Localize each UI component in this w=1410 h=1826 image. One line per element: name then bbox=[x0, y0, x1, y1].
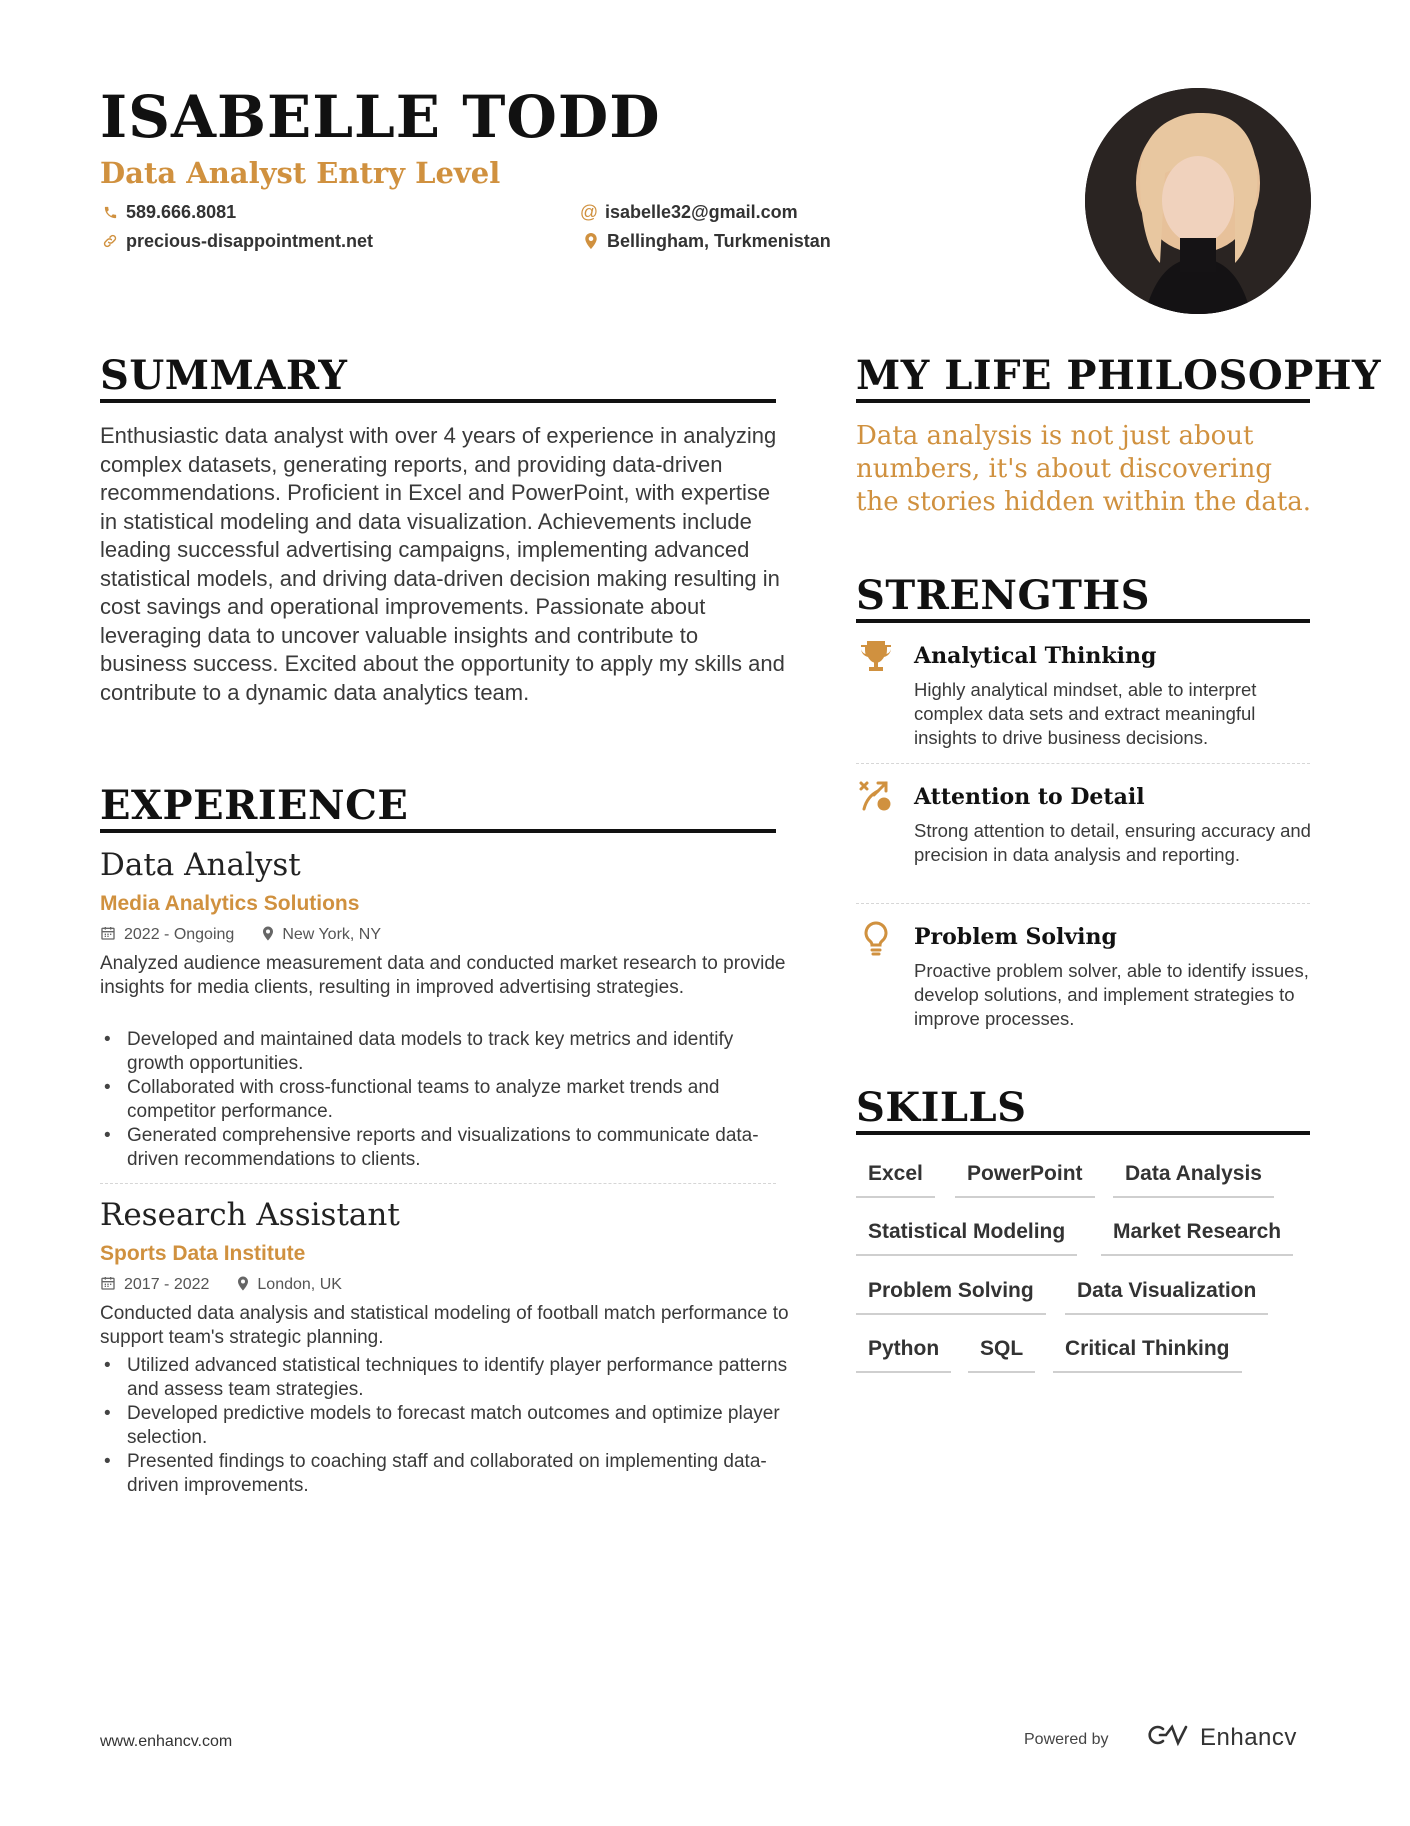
strength-description: Proactive problem solver, able to identify issues, develop solutions, and implement strategies to improve processes. bbox=[914, 960, 1309, 1029]
skill-tag: PowerPoint bbox=[955, 1163, 1095, 1198]
strength-divider bbox=[856, 763, 1310, 764]
job-dates: 2017 - 2022 bbox=[124, 1276, 210, 1293]
contact-location bbox=[583, 232, 831, 250]
job-location: New York, NY bbox=[282, 926, 382, 943]
candidate-role: Data Analyst Entry Level bbox=[100, 156, 501, 190]
skill-tag: Statistical Modeling bbox=[856, 1221, 1077, 1256]
summary-heading: SUMMARY bbox=[100, 352, 348, 399]
list-item: • Collaborated with cross-functional teams to analyze market trends and competitor performance. bbox=[100, 1076, 790, 1124]
strengths-heading: STRENGTHS bbox=[856, 572, 1151, 619]
job-dates: 2022 - Ongoing bbox=[124, 926, 235, 943]
skill-tag: Python bbox=[856, 1338, 951, 1373]
list-item: • Presented findings to coaching staff and collaborated on implementing data-driven improvements. bbox=[100, 1450, 790, 1498]
philosophy-heading: MY LIFE PHILOSOPHY bbox=[856, 352, 1382, 399]
skills-rule bbox=[856, 1131, 1310, 1135]
contact-phone[interactable] bbox=[102, 203, 236, 221]
skill-tag: Market Research bbox=[1101, 1221, 1293, 1256]
lightbulb-icon bbox=[856, 918, 896, 958]
job-description: Analyzed audience measurement data and conducted market research to provide insights for media clients, resulting in improved advertising strategies. bbox=[100, 953, 786, 998]
list-item: • Utilized advanced statistical techniques to identify player performance patterns and assess team strategies. bbox=[100, 1354, 790, 1402]
calendar-icon bbox=[100, 925, 116, 945]
job-title: Research Assistant bbox=[100, 1197, 400, 1233]
skill-tag: SQL bbox=[968, 1338, 1035, 1373]
skill-tag: Critical Thinking bbox=[1053, 1338, 1242, 1373]
job-company: Media Analytics Solutions bbox=[100, 892, 360, 915]
footer-website-link[interactable]: www.enhancv.com bbox=[100, 1733, 233, 1750]
calendar-icon bbox=[100, 1275, 116, 1295]
email-text: isabelle32@gmail.com bbox=[605, 202, 798, 222]
philosophy-rule bbox=[856, 399, 1310, 403]
skill-tag: Excel bbox=[856, 1163, 935, 1198]
link-icon bbox=[102, 233, 118, 249]
job-divider bbox=[100, 1183, 776, 1184]
strength-description: Strong attention to detail, ensuring accuracy and precision in data analysis and reporting. bbox=[914, 820, 1311, 865]
job-meta bbox=[100, 1275, 362, 1295]
contact-email[interactable] bbox=[581, 203, 798, 221]
phone-text: 589.666.8081 bbox=[126, 202, 237, 222]
list-item: • Developed and maintained data models to track key metrics and identify growth opportunities. bbox=[100, 1028, 790, 1076]
contact-website[interactable] bbox=[102, 232, 373, 250]
strength-title: Problem Solving bbox=[914, 924, 1117, 950]
strengths-rule bbox=[856, 619, 1310, 623]
trophy-icon bbox=[856, 636, 896, 676]
profile-photo bbox=[1085, 88, 1311, 314]
experience-rule bbox=[100, 829, 776, 833]
at-icon: @ bbox=[579, 202, 599, 222]
enhancv-logo[interactable] bbox=[1146, 1722, 1297, 1753]
skills-heading: SKILLS bbox=[856, 1084, 1027, 1131]
job-bullets bbox=[100, 1354, 790, 1498]
location-text: Bellingham, Turkmenistan bbox=[607, 231, 831, 251]
strength-divider bbox=[856, 903, 1310, 904]
enhancv-logo-icon bbox=[1146, 1722, 1192, 1753]
location-pin-icon bbox=[237, 1276, 249, 1295]
brand-name: Enhancv bbox=[1200, 1723, 1297, 1751]
strength-title: Analytical Thinking bbox=[914, 643, 1157, 669]
summary-rule bbox=[100, 399, 776, 403]
skill-tag: Data Analysis bbox=[1113, 1163, 1274, 1198]
job-meta bbox=[100, 925, 401, 945]
website-text: precious-disappointment.net bbox=[126, 231, 374, 251]
philosophy-quote: Data analysis is not just about numbers, it's about discovering the stories hidden within the data. bbox=[856, 421, 1312, 517]
job-location: London, UK bbox=[257, 1276, 342, 1293]
list-item: • Developed predictive models to forecast match outcomes and optimize player selection. bbox=[100, 1402, 790, 1450]
skill-tag: Problem Solving bbox=[856, 1280, 1046, 1315]
location-pin-icon bbox=[262, 926, 274, 945]
strength-title: Attention to Detail bbox=[914, 784, 1145, 810]
list-item: • Generated comprehensive reports and visualizations to communicate data-driven recommendations to clients. bbox=[100, 1124, 790, 1172]
experience-heading: EXPERIENCE bbox=[100, 782, 409, 829]
strength-description: Highly analytical mindset, able to interpret complex data sets and extract meaningful insights to drive business decisions. bbox=[914, 679, 1257, 748]
location-pin-icon bbox=[583, 233, 599, 249]
skill-tag: Data Visualization bbox=[1065, 1280, 1268, 1315]
powered-by-label: Powered by bbox=[1024, 1731, 1109, 1748]
summary-text: Enthusiastic data analyst with over 4 years of experience in analyzing complex datasets, generating reports, and providing data-driven recommendations. Proficient in Excel and PowerPoint, with expertise in statistical modeling and data visualization. Achievements include leading successful advertising campaigns, implementing advanced statistical models, and driving data-driven decision making resulting in cost savings and operational improvements. Passionate about leveraging data to uncover valuable insights and contribute to business success. Excited about the opportunity to apply my skills and contribute to a dynamic data analytics team. bbox=[100, 423, 785, 705]
job-title: Data Analyst bbox=[100, 847, 301, 883]
job-company: Sports Data Institute bbox=[100, 1242, 306, 1265]
job-bullets bbox=[100, 1028, 790, 1172]
job-description: Conducted data analysis and statistical modeling of football match performance to support team's strategic planning. bbox=[100, 1303, 789, 1348]
strategy-icon bbox=[856, 776, 896, 816]
candidate-name: ISABELLE TODD bbox=[100, 83, 661, 151]
phone-icon bbox=[102, 204, 118, 220]
